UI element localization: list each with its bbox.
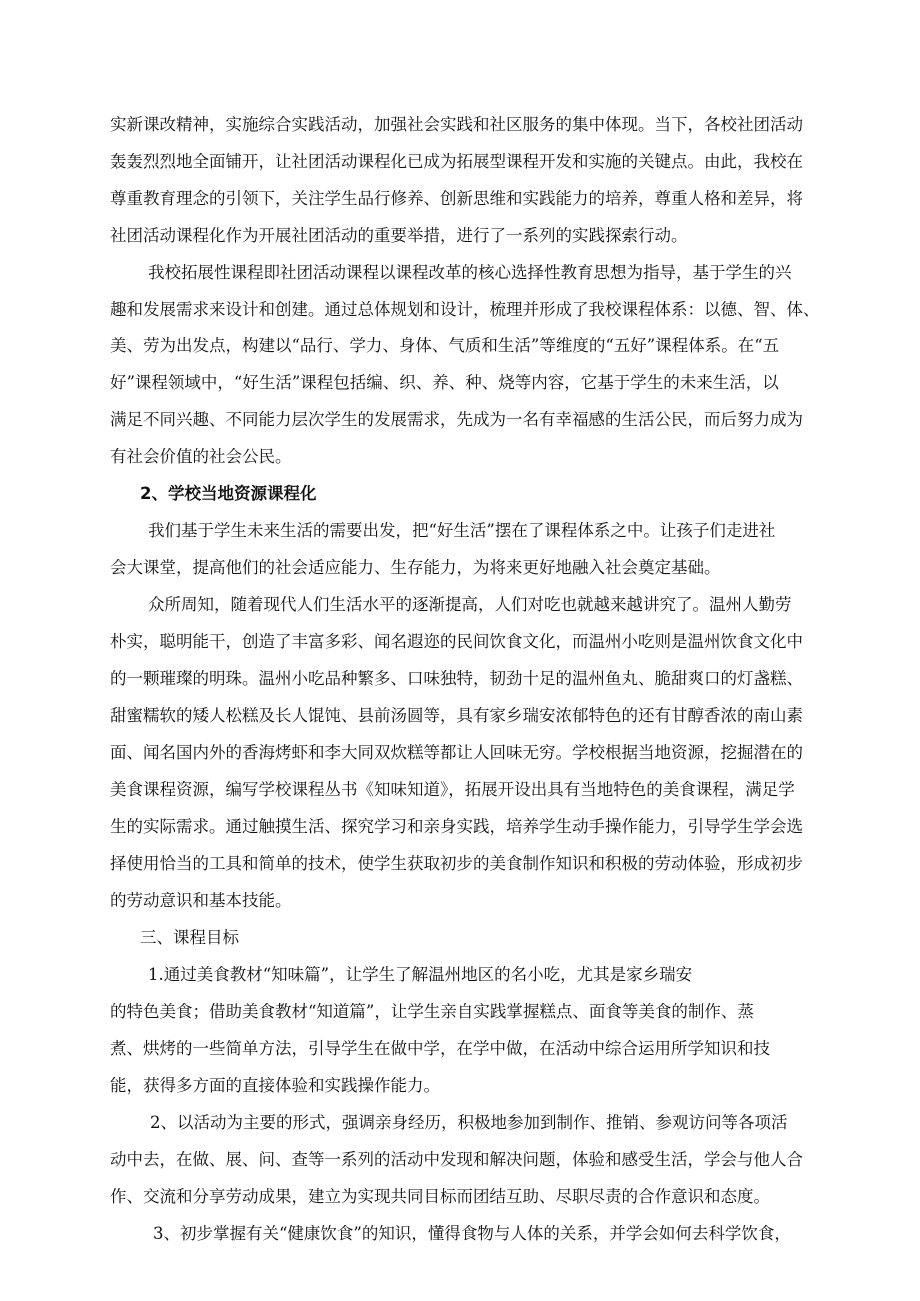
text-line: 我校拓展性课程即社团活动课程以课程改革的核心选择性教育思想为指导，基于学生的兴 — [148, 263, 792, 282]
section-heading: 2、学校当地资源课程化 — [140, 484, 317, 503]
text-line: 实新课改精神，实施综合实践活动，加强社会实践和社区服务的集中体现。当下，各校社团活动 — [110, 115, 803, 134]
text-line: 会大课堂，提高他们的社会适应能力、生存能力，为将来更好地融入社会奠定基础。 — [110, 558, 721, 577]
text-line: 动中去，在做、展、问、查等一系列的活动中发现和解决问题，体验和感受生活，学会与他人合 — [110, 1150, 803, 1169]
text-line: 作、交流和分享劳动成果，建立为实现共同目标而团结互助、尽职尽责的合作意识和态度。 — [110, 1187, 770, 1206]
text-line: 好”课程领域中，“好生活”课程包括编、织、养、种、烧等内容，它基于学生的未来生活，以 — [110, 373, 779, 392]
text-line: 的一颗璀璨的明珠。温州小吃品种繁多、口味独特，韧劲十足的温州鱼丸、脆甜爽口的灯盏糕、 — [110, 669, 803, 688]
text-line: 趣和发展需求来设计和创建。通过总体规划和设计，梳理并形成了我校课程体系：以德、智、体、 — [110, 300, 820, 319]
text-line: 择使用恰当的工具和简单的技术，使学生获取初步的美食制作知识和积极的劳动体验，形成初步 — [110, 854, 803, 873]
text-line: 有社会价值的社会公民。 — [110, 447, 292, 466]
text-line: 能，获得多方面的直接体验和实践操作能力。 — [110, 1076, 440, 1095]
text-line: 生的实际需求。通过触摸生活、探究学习和亲身实践，培养学生动手操作能力，引导学生学会选 — [110, 817, 803, 836]
text-line: 的特色美食；借助美食教材“知道篇”，让学生亲自实践掌握糕点、面食等美食的制作、蒸 — [110, 1002, 754, 1021]
text-line: 2、以活动为主要的形式，强调亲身经历，积极地参加到制作、推销、参观访问等各项活 — [150, 1113, 788, 1132]
text-line: 美食课程资源，编写学校课程丛书《知味知道》，拓展开设出具有当地特色的美食课程，满足学 — [110, 780, 795, 799]
text-line: 的劳动意识和基本技能。 — [110, 891, 292, 910]
text-line: 众所周知，随着现代人们生活水平的逐渐提高，人们对吃也就越来越讲究了。温州人勤劳 — [148, 595, 792, 614]
text-line: 我们基于学生未来生活的需要出发，把“好生活”摆在了课程体系之中。让孩子们走进社 — [148, 521, 776, 540]
text-line: 美、劳为出发点，构建以“品行、学力、身体、气质和生活”等维度的“五好”课程体系。在“五 — [110, 336, 780, 355]
text-line: 尊重教育理念的引领下，关注学生品行修养、创新思维和实践能力的培养，尊重人格和差异，将 — [110, 189, 803, 208]
text-line: 3、初步掌握有关“健康饮食”的知识，懂得食物与人体的关系，并学会如何去科学饮食， — [153, 1224, 791, 1243]
text-line: 甜蜜糯软的矮人松糕及长人馄饨、县前汤圆等，具有家乡瑞安浓郁特色的还有甘醇香浓的南山素 — [110, 706, 803, 725]
section-heading: 三、课程目标 — [140, 928, 239, 947]
text-line: 煮、烘烤的一些简单方法，引导学生在做中学，在学中做，在活动中综合运用所学知识和技 — [110, 1039, 770, 1058]
text-line: 社团活动课程化作为开展社团活动的重要举措，进行了一系列的实践探索行动。 — [110, 226, 688, 245]
text-line: 满足不同兴趣、不同能力层次学生的发展需求，先成为一名有幸福感的生活公民，而后努力成为 — [110, 410, 803, 429]
text-line: 轰轰烈烈地全面铺开，让社团活动课程化已成为拓展型课程开发和实施的关键点。由此，我校在 — [110, 152, 803, 171]
text-line: 朴实，聪明能干，创造了丰富多彩、闻名遐迩的民间饮食文化，而温州小吃则是温州饮食文化中 — [110, 632, 803, 651]
text-line: 1.通过美食教材“知味篇”，让学生了解温州地区的名小吃，尤其是家乡瑞安 — [148, 965, 693, 984]
text-line: 面、闻名国内外的香海烤虾和李大同双炊糕等都让人回味无穷。学校根据当地资源，挖掘潜在的 — [110, 743, 803, 762]
